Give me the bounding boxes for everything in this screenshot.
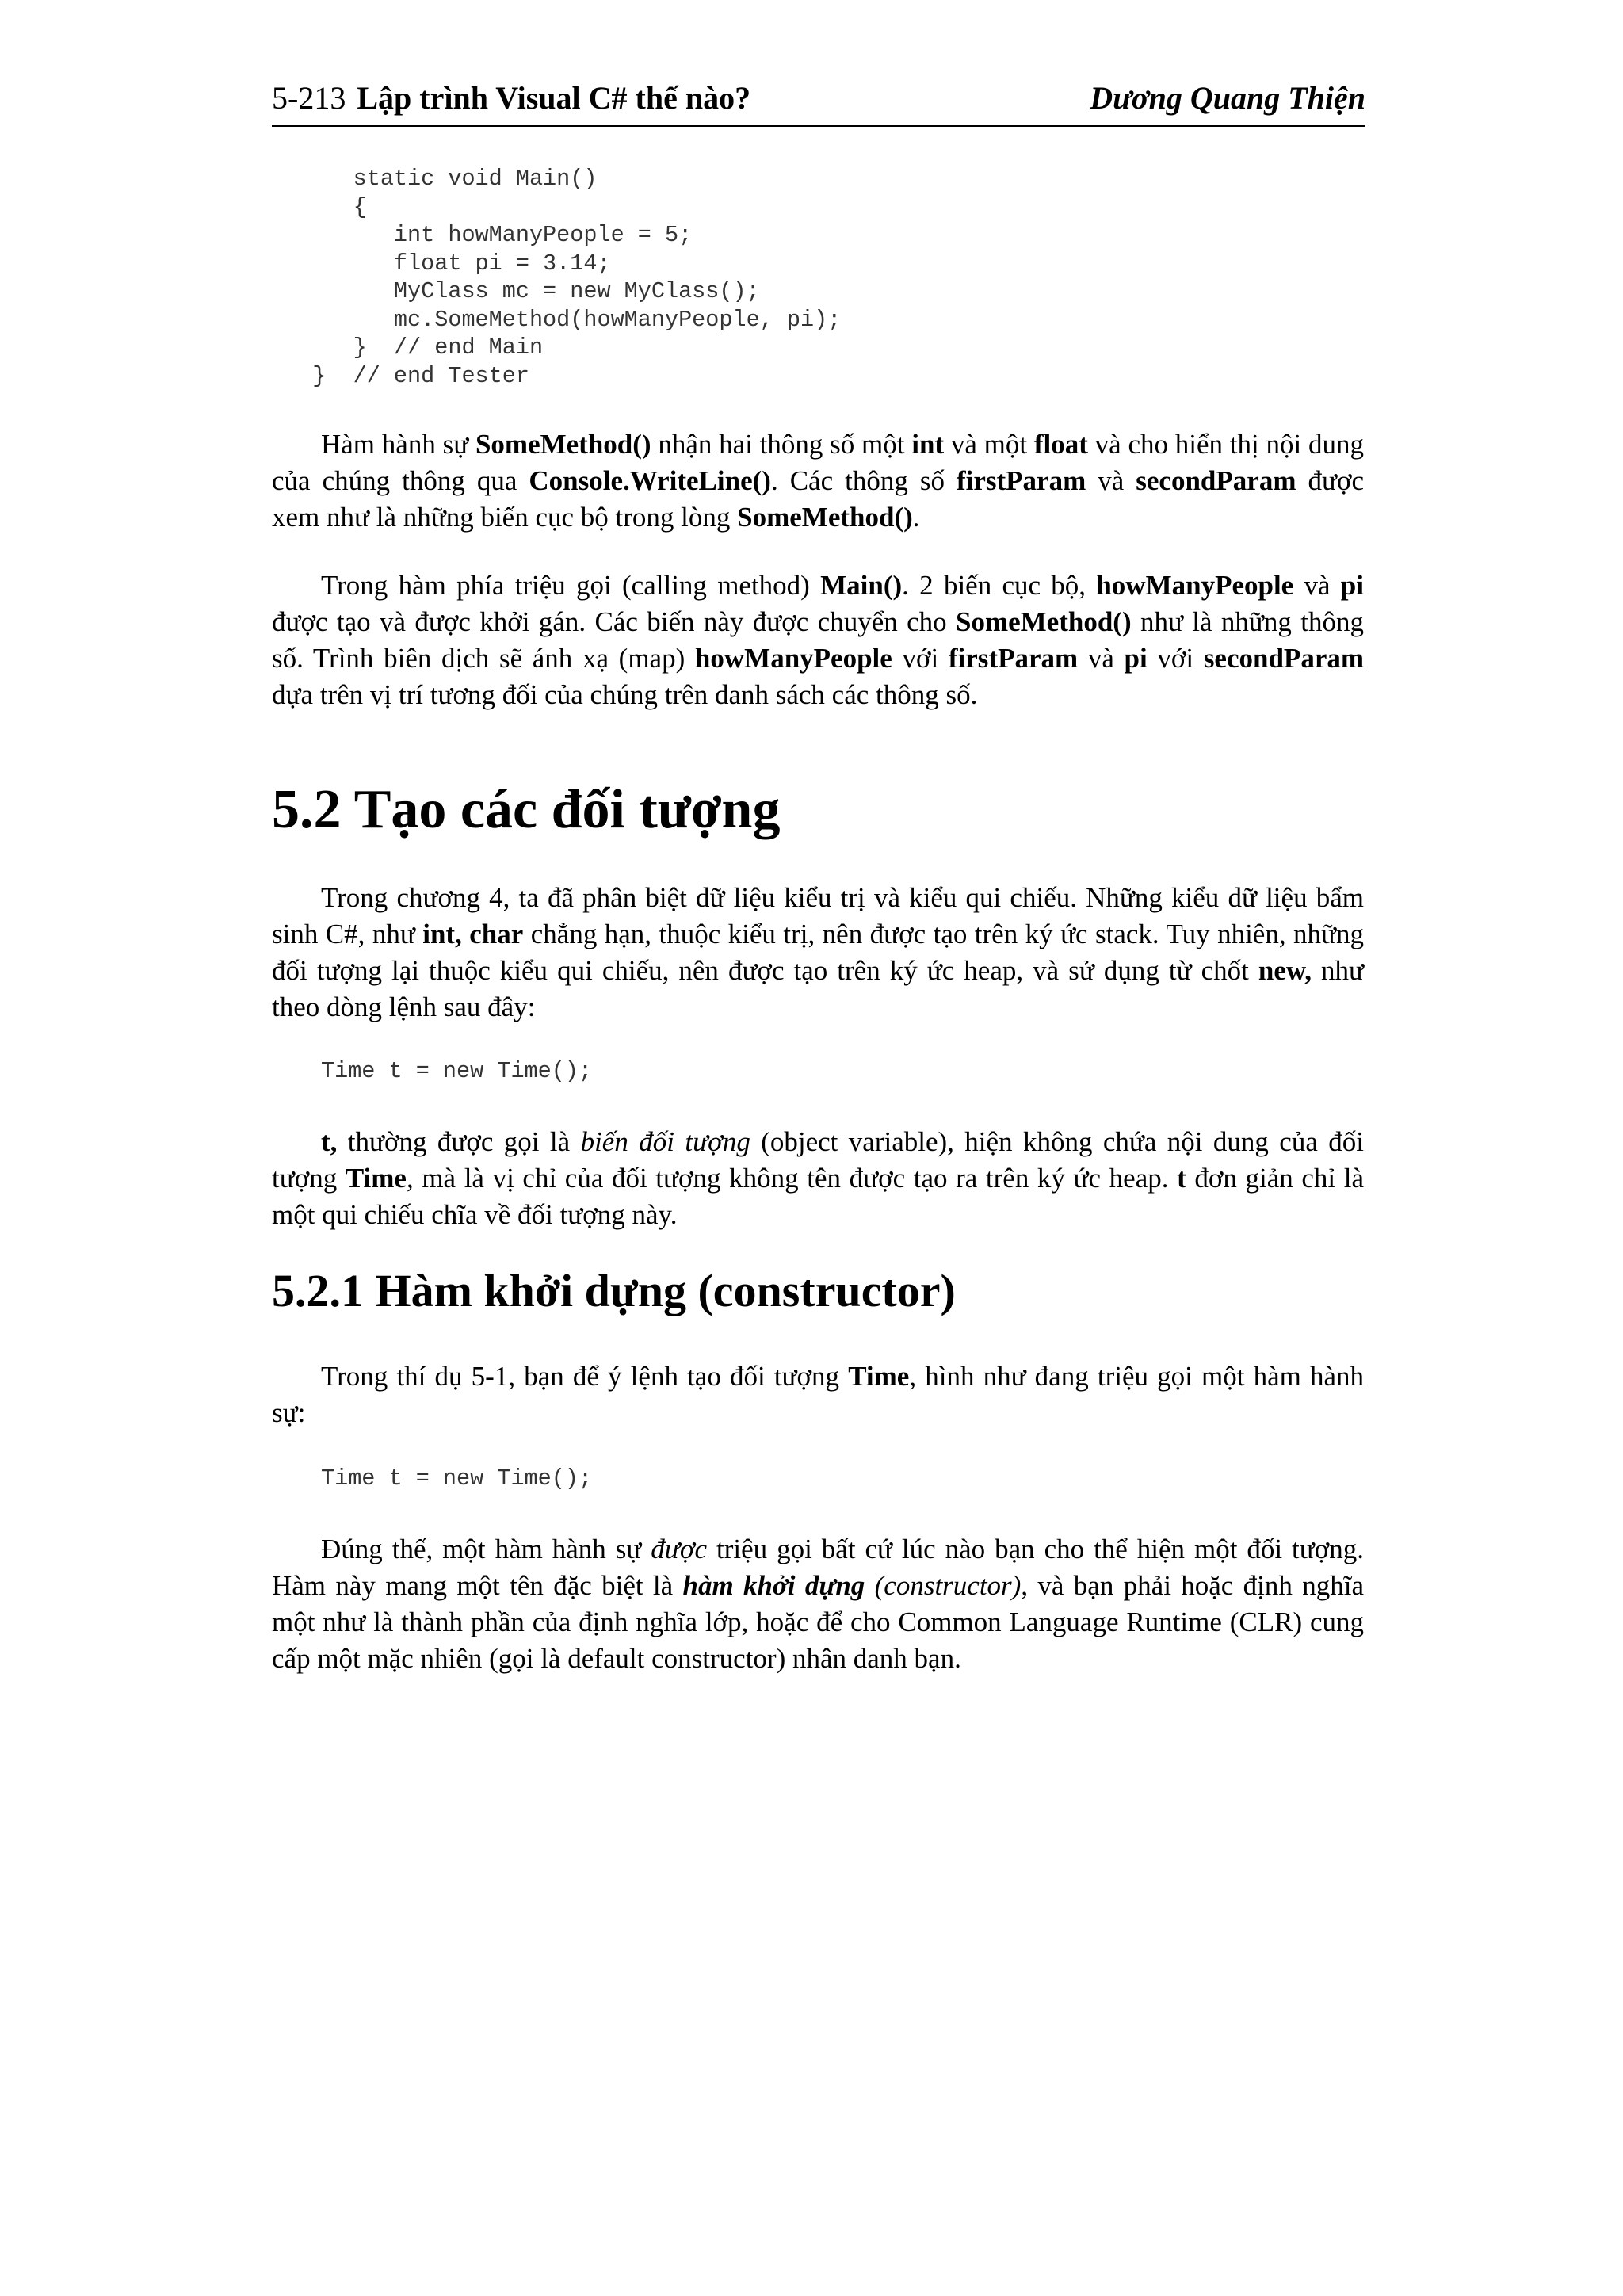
page-header [272,76,1365,127]
text-run: firstParam [948,643,1079,674]
text-run: Đúng thế, một hàm hành sự [321,1534,651,1564]
text-run: SomeMethod() [737,502,913,533]
text-run: như theo dòng lệnh sau đây: [272,955,1364,1022]
code-block-main [272,165,841,390]
text-run: howManyPeople [694,643,892,674]
text-run: với [1147,643,1204,674]
text-run: được xem như là những biến cục bộ trong lòng [272,465,1364,533]
text-run: (constructor) [874,1570,1022,1601]
text-run: t, [321,1126,338,1157]
paragraph-somemethod [272,426,1364,536]
paragraph-constructor [272,1531,1364,1677]
text-run: pi [1124,643,1148,674]
code-line: static void Main() [272,166,598,192]
code-line: { [272,193,367,220]
paragraph-example-5-1 [272,1358,1364,1431]
code-line: mc.SomeMethod(howManyPeople, pi); [272,306,842,333]
text-run: Hàm hành sự [321,429,475,460]
page-number: 5-213 [272,80,346,116]
text-run: int, char [422,919,524,949]
text-run: , hình như đang triệu gọi một hàm hành sự: [272,1361,1365,1428]
text-run: hàm khởi dựng [682,1570,865,1601]
paragraph-object-variable [272,1124,1364,1233]
code-line: } // end Tester [272,362,529,389]
text-run: với [892,643,949,674]
text-run: Trong chương 4, ta đã phân biệt dữ liệu kiểu trị và kiểu qui chiếu. Những kiểu dữ liệu bẩm sinh C#, như [272,882,1364,949]
text-run: và cho hiển thị nội dung của chúng thông qua [272,429,1364,496]
section-heading: 5.2 Tạo các đối tượng [272,779,781,840]
text-run: được tạo và được khởi gán. Các biến này được chuyển cho [272,606,956,637]
text-run: và một [944,429,1034,460]
text-run: float [1033,429,1088,460]
text-run: secondParam [1203,643,1365,674]
text-run: firstParam [956,465,1086,496]
text-run: nhận hai thông số một [651,429,912,460]
text-run: chẳng hạn, thuộc kiểu trị, nên được tạo trên ký ức stack. Tuy nhiên, những đối tượng lại thuộc kiểu qui chiếu, nên được tạo trên ký ức heap, và sử dụng từ chốt [272,919,1364,986]
text-run: Console.WriteLine() [529,465,771,496]
text-run: SomeMethod() [955,606,1132,637]
code-line: int howManyPeople = 5; [272,222,693,248]
text-run [865,1570,874,1601]
text-run: như là những thông số. Trình biên dịch sẽ ánh xạ (map) [272,606,1364,674]
text-run: được [651,1534,708,1564]
text-run: đơn giản chỉ là một qui chiếu chĩa về đối tượng này. [272,1163,1364,1230]
text-run: secondParam [1136,465,1296,496]
text-run: Time [848,1361,910,1392]
text-run: Time [345,1163,407,1194]
text-run: và [1078,643,1125,674]
header-left [272,79,750,117]
text-run: howManyPeople [1096,570,1294,601]
paragraph-value-reference-types [272,880,1364,1026]
text-run: . 2 biến cục bộ, [902,570,1097,601]
text-run: dựa trên vị trí tương đối của chúng trên danh sách các thông số. [272,679,978,710]
paragraph-calling-method [272,567,1364,713]
code-line: } // end Main [272,334,544,361]
text-run: Trong thí dụ 5-1, bạn để ý lệnh tạo đối tượng [321,1361,849,1392]
code-line-time-2: Time t = new Time(); [321,1465,593,1492]
text-run: , và bạn phải hoặc định nghĩa một như là thành phần của định nghĩa lớp, hoặc để cho Common Language Runtime (CLR) cung cấp một mặc nhiên (gọi là default constructor) nhân danh bạn. [272,1570,1364,1674]
author-name: Dương Quang Thiện [1090,80,1365,116]
text-run: t [1177,1163,1186,1194]
text-run: pi [1340,570,1364,601]
code-line-time-1: Time t = new Time(); [321,1058,593,1084]
subsection-heading: 5.2.1 Hàm khởi dựng (constructor) [272,1265,956,1316]
text-run: SomeMethod() [475,429,651,460]
book-title: Lập trình Visual C# thế nào? [357,80,751,116]
text-run: Main() [820,570,903,601]
text-run: và [1293,570,1341,601]
text-run: Trong hàm phía triệu gọi (calling method) [321,570,821,601]
text-run: . [912,502,920,533]
code-line: MyClass mc = new MyClass(); [272,278,760,304]
code-line: float pi = 3.14; [272,250,611,277]
text-run: . Các thông số [770,465,957,496]
text-run: và [1086,465,1136,496]
text-run: triệu gọi bất cứ lúc nào bạn cho thể hiện một đối tượng. Hàm này mang một tên đặc biệt là [272,1534,1364,1601]
text-run: , mà là vị chỉ của đối tượng không tên được tạo ra trên ký ức heap. [406,1163,1178,1194]
text-run: (object variable), hiện không chứa nội dung của đối tượng [272,1126,1364,1194]
text-run: biến đối tượng [580,1126,750,1157]
text-run: int [911,429,945,460]
text-run: new, [1258,955,1312,986]
text-run: thường được gọi là [337,1126,581,1157]
